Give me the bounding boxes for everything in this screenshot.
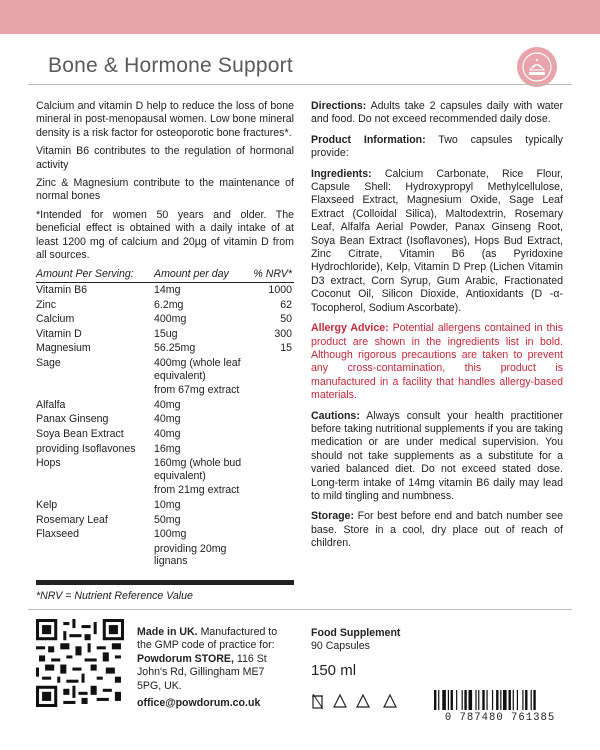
table-row (36, 341, 294, 356)
nutrient-name (36, 383, 154, 398)
nutrient-name: Vitamin D (36, 327, 82, 340)
nutrient-name: Hops (36, 457, 61, 470)
nutrient-amount: 40mg (154, 398, 181, 411)
header-divider (28, 84, 572, 85)
table-row (36, 456, 294, 483)
table-row (36, 398, 294, 413)
storage-section (311, 510, 563, 550)
table-row (36, 412, 294, 427)
barcode-bar (533, 690, 535, 710)
top-color-band (0, 0, 600, 34)
nutrient-amount: 16mg (154, 442, 181, 455)
nutrient-amount: 400mg (154, 313, 187, 326)
column-header: Amount per day (154, 267, 250, 282)
nutrient-amount: 6.2mg (154, 298, 184, 311)
barcode-bar (492, 690, 493, 710)
claim-paragraph: Zinc & Magnesium contribute to the maintenance of normal bones (36, 177, 294, 203)
barcode-bar (486, 690, 487, 710)
ingredients-text: Calcium Carbonate, Rice Flour, Capsule Shell: Hydroxypropyl Methylcellulose, Flaxseed Extract, Magnesium Oxide, Sage Leaf Extract (Colloidal Silica), Maltodextrin, Rosemary Leaf, Alfalfa Aerial Powder, Panax Ginseng Root, Soya Bean Extract (Isoflavones), Hops Bud Extract, Zinc Citrate, Vitamin B6 (as Pyridoxine Hydrochloride), Kelp, Vitamin D Prep (Lichen Vitamin D3 extract, Corn Syrup, Gum Arabic, Fractionated Coconut Oil, Silicon Dioxide, Antioxidants (D -α-Tocopherol, Sodium Ascorbate). (311, 167, 563, 314)
nutrient-nrv: 50 (280, 313, 292, 326)
table-row (36, 356, 294, 383)
nutrient-name: Panax Ginseng (36, 413, 109, 426)
barcode-bar (451, 690, 453, 710)
ingredients-label: Ingredients: (311, 167, 372, 180)
barcode-bar (434, 690, 436, 710)
nutrient-nrv: 62 (280, 298, 292, 311)
nutrient-name: Flaxseed (36, 528, 79, 541)
footer-divider (28, 609, 572, 610)
barcode-bar (500, 690, 501, 710)
table-row (36, 283, 294, 298)
nutrient-nrv (250, 412, 294, 427)
product-type (311, 627, 400, 654)
column-header: % NRV* (250, 267, 294, 282)
made-text: Manufactured to the GMP code of practice for: (137, 626, 278, 652)
allergy-label: Allergy Advice: (311, 322, 389, 335)
table-row (36, 427, 294, 442)
barcode-bar (531, 690, 532, 710)
email-link[interactable]: office@powdorum.co.uk (137, 697, 261, 709)
nutrient-amount: 50mg (154, 513, 181, 526)
nutrient-nrv (250, 442, 294, 457)
table-row (36, 527, 294, 542)
nutrition-table (36, 267, 294, 568)
table-row (36, 442, 294, 457)
nutrient-amount: 160mg (whole bud equivalent) (154, 457, 242, 482)
nutrient-nrv (250, 456, 294, 483)
recycle-icon (357, 695, 369, 707)
page-title: Bone & Hormone Support (48, 54, 293, 77)
nutrient-nrv (250, 498, 294, 513)
nutrient-amount: from 21mg extract (154, 484, 240, 497)
table-row (36, 327, 294, 342)
nutrient-amount: 40mg (154, 413, 181, 426)
nutrient-name: Kelp (36, 498, 58, 511)
volume-label: 150 ml (311, 662, 357, 679)
company-address: 116 St John's Rd, Gillingham ME7 5PG, UK. (137, 652, 267, 692)
barcode-bar (522, 690, 523, 710)
nutrient-amount: 10mg (154, 498, 181, 511)
product-info-section (311, 134, 563, 161)
nutrient-nrv (250, 542, 294, 569)
nutrient-name: providing Isoflavones (36, 442, 136, 455)
nutrient-nrv (250, 427, 294, 442)
nutrient-nrv (250, 398, 294, 413)
barcode-bar (503, 690, 507, 710)
nutrient-nrv (250, 356, 294, 383)
footnote-paragraph: *Intended for women 50 years and older. The beneficial effect is obtained with a daily intake of at least 1200 mg of calcium and 20µg of vitamin D from all sources. (36, 208, 294, 262)
qr-code-icon[interactable] (36, 619, 124, 707)
barcode-number: 0 787480 761385 (444, 712, 556, 724)
nutrient-nrv: 15 (280, 342, 292, 355)
nrv-note: *NRV = Nutrient Reference Value (36, 590, 193, 602)
nutrient-name: Magnesium (36, 342, 91, 355)
table-row (36, 513, 294, 528)
barcode-bar (513, 690, 514, 710)
cautions-label: Cautions: (311, 409, 360, 422)
nutrient-amount: 14mg (154, 284, 181, 297)
nutrient-name: Alfalfa (36, 398, 66, 411)
nutrient-nrv (250, 383, 294, 398)
ingredients-section (311, 168, 563, 315)
directions-text: Adults take 2 capsules daily with water and food. Do not exceed recommended daily dose. (311, 100, 563, 126)
nutrient-nrv: 1000 (268, 284, 292, 297)
directions-section (311, 100, 563, 127)
nutrient-name: Soya Bean Extract (36, 428, 124, 440)
column-header: Amount Per Serving: (36, 267, 154, 282)
barcode-bar (482, 690, 484, 710)
table-row (36, 298, 294, 313)
barcode-bar (478, 690, 479, 710)
barcode-bar (509, 690, 511, 710)
recycle-icon (334, 695, 346, 707)
nutrient-nrv (250, 513, 294, 528)
bin-icon (312, 694, 323, 709)
nutrient-amount: 40mg (154, 428, 181, 440)
flower-logo-icon (517, 47, 557, 87)
barcode-bar (442, 690, 446, 710)
barcode-bar (462, 690, 463, 710)
storage-text: For best before end and batch number see base. Store in a cool, dry place out of reach of children. (311, 510, 563, 550)
storage-label: Storage: (311, 510, 354, 523)
nutrient-name: Vitamin B6 (36, 284, 88, 297)
recycle-icon (384, 695, 396, 707)
table-row (36, 542, 294, 569)
made-label: Made in UK. (137, 626, 198, 638)
barcode-bar (475, 690, 476, 710)
header (28, 34, 572, 100)
barcode-bar (517, 690, 518, 710)
allergy-section (311, 322, 563, 402)
nutrient-nrv (250, 483, 294, 498)
nutrient-name (36, 542, 154, 569)
table-row (36, 498, 294, 513)
claim-paragraph: Calcium and vitamin D help to reduce the loss of bone mineral in post-menopausal women. Low bone mineral density is a risk factor for osteoporotic bone fractures*. (36, 100, 294, 139)
table-bottom-bar (36, 580, 294, 585)
nutrient-amount: 100mg (154, 528, 187, 541)
nutrient-nrv: 300 (274, 327, 292, 340)
nutrient-name: Sage (36, 357, 61, 370)
nutrient-amount: 400mg (whole leaf equivalent) (154, 357, 241, 382)
barcode-bar (438, 690, 439, 710)
nutrient-nrv (250, 527, 294, 542)
barcode-bar (496, 690, 498, 710)
company-name: Powdorum STORE, (137, 652, 234, 665)
barcode-bar (464, 690, 466, 710)
claim-paragraph: Vitamin B6 contributes to the regulation of hormonal activity (36, 145, 294, 171)
capsule-count: 90 Capsules (311, 640, 370, 653)
nutrient-name: Rosemary Leaf (36, 513, 108, 526)
nutrient-amount: 15ug (154, 327, 178, 340)
table-row (36, 312, 294, 327)
barcode-bar (525, 690, 527, 710)
product-info-label: Product Information: (311, 133, 426, 146)
nutrient-name: Calcium (36, 313, 75, 326)
cautions-section (311, 410, 563, 504)
barcode-bar (448, 690, 449, 710)
table-row (36, 383, 294, 398)
cautions-text: Always consult your health practitioner before taking nutritional supplements if you are taking medication or are under medical supervision. You should not take supplements as a substitute for a varied balanced diet. Do not exceed stated dose. Long-term intake of 14mg vitamin B6 daily may lead to mild tingling and numbness. (311, 409, 563, 502)
right-column (311, 100, 563, 558)
barcode-bar (456, 690, 457, 710)
nutrient-amount: from 67mg extract (154, 384, 240, 397)
barcode-bar (469, 690, 473, 710)
table-header-row (36, 267, 294, 282)
recycle-symbols (311, 692, 407, 712)
food-supplement-label: Food Supplement (311, 627, 401, 639)
table-row (36, 483, 294, 498)
directions-label: Directions: (311, 100, 367, 112)
manufacturer-info (137, 626, 287, 693)
nutrient-name (36, 483, 154, 498)
nutrient-name: Zinc (36, 298, 57, 311)
left-column (36, 100, 294, 569)
product-info-text: Two capsules typically provide: (311, 133, 563, 160)
nutrient-amount: providing 20mg lignans (154, 542, 227, 568)
allergy-text: Potential allergens contained in this product are shown in the ingredients list in bold. Although rigorous precautions are taken to prevent any cross-contamination, this product is manufactured in a facility that handles allergy-based materials. (311, 322, 564, 402)
nutrient-amount: 56.25mg (154, 342, 196, 355)
